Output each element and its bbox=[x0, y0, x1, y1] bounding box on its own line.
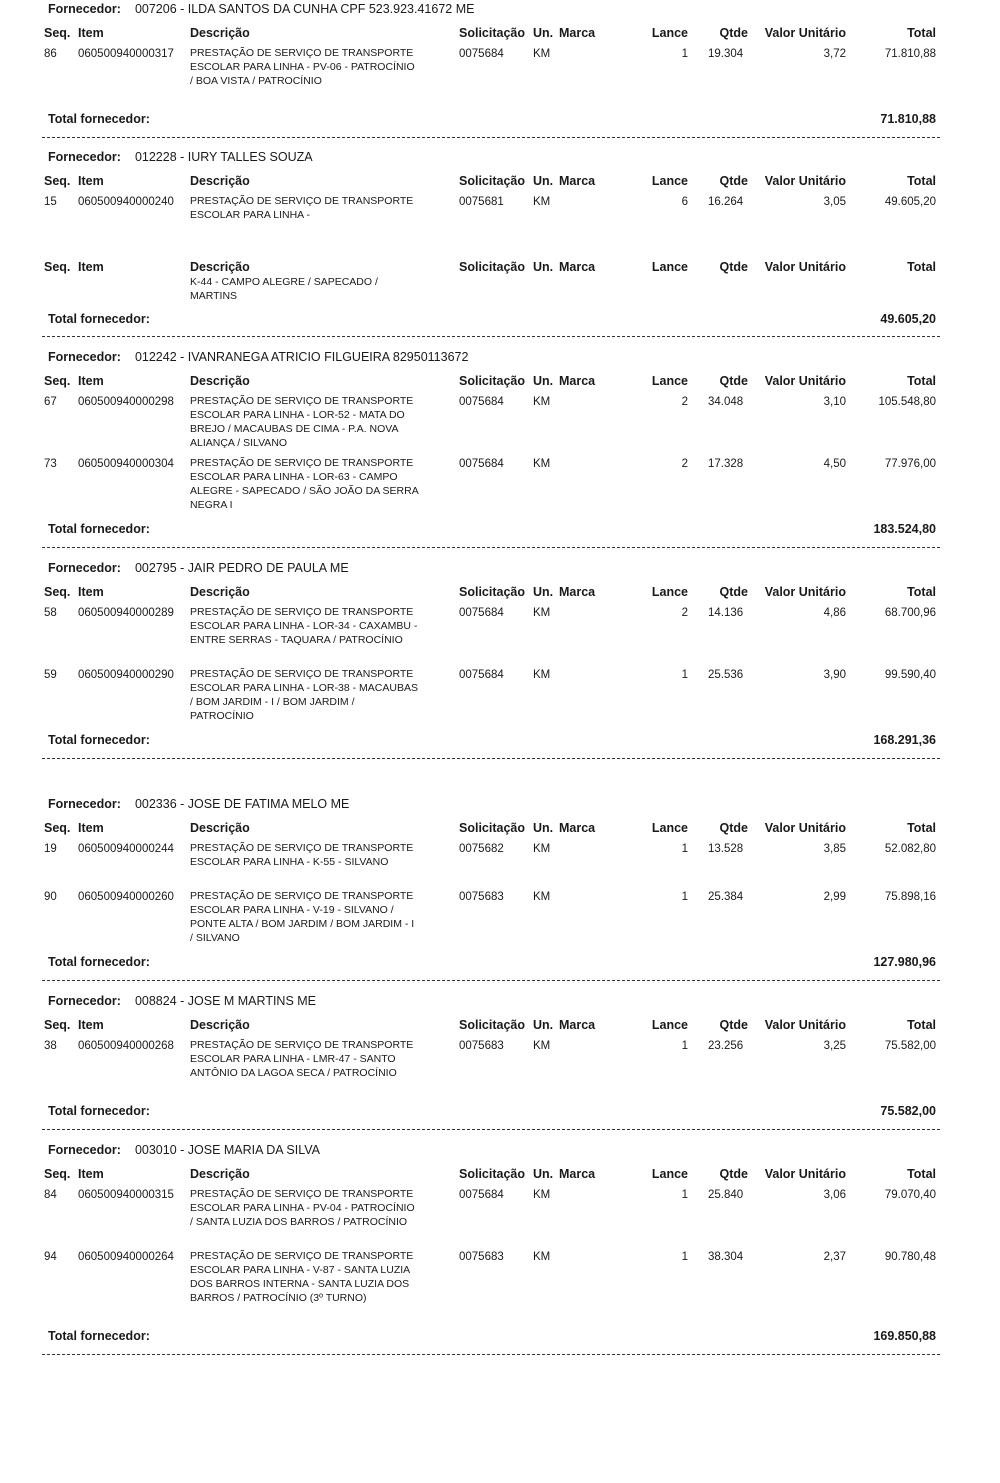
header-un: Un. bbox=[533, 260, 554, 274]
header-lance: Lance bbox=[651, 821, 688, 835]
header-descricao: Descrição bbox=[190, 260, 250, 274]
cell-un: KM bbox=[533, 891, 551, 903]
table-row bbox=[42, 1038, 940, 1100]
supplier-heading bbox=[48, 350, 468, 364]
cell-seq: 59 bbox=[44, 669, 57, 681]
cell-valor-unitario: 2,99 bbox=[823, 891, 846, 903]
header-un: Un. bbox=[533, 821, 554, 835]
cell-item: 060500940000289 bbox=[78, 607, 174, 619]
header-solicitacao: Solicitação bbox=[459, 260, 525, 274]
cell-descricao: PRESTAÇÃO DE SERVIÇO DE TRANSPORTE ESCOLAR PARA LINHA - bbox=[190, 195, 414, 221]
header-seq: Seq. bbox=[44, 821, 71, 835]
header-descricao: Descrição bbox=[190, 821, 250, 835]
column-header-row bbox=[42, 26, 940, 42]
cell-valor-unitario: 4,50 bbox=[823, 458, 846, 470]
cell-qtde: 23.256 bbox=[708, 1040, 744, 1052]
table-row bbox=[42, 605, 940, 667]
cell-descricao: PRESTAÇÃO DE SERVIÇO DE TRANSPORTE ESCOLAR PARA LINHA - K-55 - SILVANO bbox=[190, 842, 414, 868]
cell-solicitacao: 0075683 bbox=[459, 891, 504, 903]
table-row bbox=[42, 394, 940, 456]
cell-total: 90.780,48 bbox=[884, 1251, 936, 1263]
table-row-continuation bbox=[42, 275, 940, 305]
cell-seq: 73 bbox=[44, 458, 57, 470]
cell-un: KM bbox=[533, 396, 551, 408]
header-lance: Lance bbox=[651, 374, 688, 388]
cell-solicitacao: 0075684 bbox=[459, 669, 504, 681]
cell-valor-unitario: 3,06 bbox=[823, 1189, 846, 1201]
cell-item: 060500940000317 bbox=[78, 48, 174, 60]
supplier-label: Fornecedor: bbox=[48, 2, 121, 16]
dashed-separator bbox=[42, 137, 940, 138]
header-marca: Marca bbox=[559, 585, 596, 599]
cell-valor-unitario: 3,10 bbox=[823, 396, 846, 408]
cell-total: 68.700,96 bbox=[884, 607, 936, 619]
table-row bbox=[42, 456, 940, 518]
cell-lance: 1 bbox=[681, 843, 688, 855]
cell-item: 060500940000244 bbox=[78, 843, 174, 855]
supplier-label: Fornecedor: bbox=[48, 994, 121, 1008]
header-total: Total bbox=[907, 374, 936, 388]
header-lance: Lance bbox=[651, 1018, 688, 1032]
header-qtde: Qtde bbox=[719, 174, 748, 188]
header-total: Total bbox=[907, 821, 936, 835]
header-un: Un. bbox=[533, 174, 554, 188]
supplier-label: Fornecedor: bbox=[48, 1143, 121, 1157]
header-descricao: Descrição bbox=[190, 1167, 250, 1181]
cell-total: 77.976,00 bbox=[884, 458, 936, 470]
cell-un: KM bbox=[533, 1189, 551, 1201]
header-lance: Lance bbox=[651, 260, 688, 274]
supplier-name: 002795 - JAIR PEDRO DE PAULA ME bbox=[134, 561, 349, 575]
supplier-total-value: 49.605,20 bbox=[880, 312, 936, 326]
cell-qtde: 25.536 bbox=[708, 669, 744, 681]
cell-un: KM bbox=[533, 843, 551, 855]
header-lance: Lance bbox=[651, 26, 688, 40]
cell-seq: 90 bbox=[44, 891, 57, 903]
cell-seq: 19 bbox=[44, 843, 57, 855]
header-descricao: Descrição bbox=[190, 174, 250, 188]
cell-seq: 15 bbox=[44, 196, 57, 208]
cell-descricao: PRESTAÇÃO DE SERVIÇO DE TRANSPORTE ESCOLAR PARA LINHA - LMR-47 - SANTO ANTÔNIO DA LAGOA SECA / PATROCÍNIO bbox=[190, 1039, 414, 1079]
supplier-label: Fornecedor: bbox=[48, 797, 121, 811]
cell-solicitacao: 0075684 bbox=[459, 1189, 504, 1201]
header-valor-unitario: Valor Unitário bbox=[764, 374, 846, 388]
header-valor-unitario: Valor Unitário bbox=[764, 26, 846, 40]
header-item: Item bbox=[78, 1018, 104, 1032]
cell-item: 060500940000268 bbox=[78, 1040, 174, 1052]
header-item: Item bbox=[78, 260, 104, 274]
cell-item: 060500940000240 bbox=[78, 196, 174, 208]
header-valor-unitario: Valor Unitário bbox=[764, 1167, 846, 1181]
header-item: Item bbox=[78, 821, 104, 835]
header-solicitacao: Solicitação bbox=[459, 174, 525, 188]
cell-lance: 2 bbox=[681, 396, 688, 408]
supplier-total-label: Total fornecedor: bbox=[48, 1104, 150, 1118]
header-qtde: Qtde bbox=[719, 821, 748, 835]
cell-qtde: 13.528 bbox=[708, 843, 744, 855]
supplier-label: Fornecedor: bbox=[48, 150, 121, 164]
cell-lance: 1 bbox=[681, 1251, 688, 1263]
supplier-heading bbox=[48, 150, 313, 164]
supplier-name: 008824 - JOSE M MARTINS ME bbox=[134, 994, 317, 1008]
table-row bbox=[42, 1249, 940, 1325]
cell-valor-unitario: 3,25 bbox=[823, 1040, 846, 1052]
dashed-separator bbox=[42, 336, 940, 337]
cell-item: 060500940000260 bbox=[78, 891, 174, 903]
supplier-name: 012242 - IVANRANEGA ATRICIO FILGUEIRA 82950113672 bbox=[134, 350, 469, 364]
cell-total: 52.082,80 bbox=[884, 843, 936, 855]
cell-total: 79.070,40 bbox=[884, 1189, 936, 1201]
cell-seq: 67 bbox=[44, 396, 57, 408]
dashed-separator bbox=[42, 547, 940, 548]
header-un: Un. bbox=[533, 1167, 554, 1181]
cell-un: KM bbox=[533, 669, 551, 681]
supplier-heading bbox=[48, 561, 349, 575]
header-descricao: Descrição bbox=[190, 26, 250, 40]
column-header-row bbox=[42, 374, 940, 390]
supplier-total-label: Total fornecedor: bbox=[48, 1329, 150, 1343]
header-item: Item bbox=[78, 26, 104, 40]
cell-descricao: K-44 - CAMPO ALEGRE / SAPECADO / MARTINS bbox=[190, 276, 378, 302]
cell-lance: 1 bbox=[681, 669, 688, 681]
cell-solicitacao: 0075681 bbox=[459, 196, 504, 208]
cell-qtde: 19.304 bbox=[708, 48, 744, 60]
header-descricao: Descrição bbox=[190, 374, 250, 388]
header-solicitacao: Solicitação bbox=[459, 26, 525, 40]
header-marca: Marca bbox=[559, 374, 596, 388]
header-valor-unitario: Valor Unitário bbox=[764, 174, 846, 188]
cell-solicitacao: 0075684 bbox=[459, 458, 504, 470]
supplier-label: Fornecedor: bbox=[48, 561, 121, 575]
column-header-row bbox=[42, 1018, 940, 1034]
supplier-total-value: 127.980,96 bbox=[873, 955, 936, 969]
header-seq: Seq. bbox=[44, 26, 71, 40]
supplier-name: 012228 - IURY TALLES SOUZA bbox=[134, 150, 313, 164]
cell-descricao: PRESTAÇÃO DE SERVIÇO DE TRANSPORTE ESCOLAR PARA LINHA - V-19 - SILVANO / PONTE ALTA / BOM JARDIM / BOM JARDIM - I / SILVANO bbox=[190, 890, 415, 944]
header-un: Un. bbox=[533, 374, 554, 388]
dashed-separator bbox=[42, 1354, 940, 1355]
header-solicitacao: Solicitação bbox=[459, 374, 525, 388]
supplier-total-label: Total fornecedor: bbox=[48, 955, 150, 969]
cell-valor-unitario: 3,90 bbox=[823, 669, 846, 681]
cell-solicitacao: 0075684 bbox=[459, 48, 504, 60]
cell-solicitacao: 0075682 bbox=[459, 843, 504, 855]
cell-item: 060500940000304 bbox=[78, 458, 174, 470]
cell-descricao: PRESTAÇÃO DE SERVIÇO DE TRANSPORTE ESCOLAR PARA LINHA - V-87 - SANTA LUZIA DOS BARROS INTERNA - SANTA LUZIA DOS BARROS / PATROCÍNIO (3º TURNO) bbox=[190, 1250, 414, 1304]
supplier-total-label: Total fornecedor: bbox=[48, 312, 150, 326]
header-marca: Marca bbox=[559, 1167, 596, 1181]
cell-seq: 84 bbox=[44, 1189, 57, 1201]
header-item: Item bbox=[78, 1167, 104, 1181]
column-header-row bbox=[42, 260, 940, 276]
dashed-separator bbox=[42, 758, 940, 759]
header-total: Total bbox=[907, 585, 936, 599]
cell-qtde: 25.840 bbox=[708, 1189, 744, 1201]
cell-un: KM bbox=[533, 1040, 551, 1052]
cell-qtde: 38.304 bbox=[708, 1251, 744, 1263]
header-total: Total bbox=[907, 1167, 936, 1181]
cell-descricao: PRESTAÇÃO DE SERVIÇO DE TRANSPORTE ESCOLAR PARA LINHA - LOR-38 - MACAUBAS / BOM JARDIM - I / BOM JARDIM / PATROCÍNIO bbox=[190, 668, 418, 722]
header-seq: Seq. bbox=[44, 585, 71, 599]
dashed-separator bbox=[42, 1129, 940, 1130]
cell-total: 49.605,20 bbox=[884, 196, 936, 208]
cell-valor-unitario: 3,85 bbox=[823, 843, 846, 855]
cell-descricao: PRESTAÇÃO DE SERVIÇO DE TRANSPORTE ESCOLAR PARA LINHA - LOR-34 - CAXAMBU - ENTRE SERRAS - TAQUARA / PATROCÍNIO bbox=[190, 606, 418, 646]
header-qtde: Qtde bbox=[719, 1018, 748, 1032]
header-marca: Marca bbox=[559, 260, 596, 274]
table-row bbox=[42, 194, 940, 228]
cell-un: KM bbox=[533, 196, 551, 208]
header-qtde: Qtde bbox=[719, 26, 748, 40]
supplier-name: 003010 - JOSE MARIA DA SILVA bbox=[134, 1143, 320, 1157]
supplier-heading bbox=[48, 797, 349, 811]
cell-solicitacao: 0075683 bbox=[459, 1040, 504, 1052]
supplier-name: 002336 - JOSE DE FATIMA MELO ME bbox=[134, 797, 350, 811]
cell-seq: 38 bbox=[44, 1040, 57, 1052]
table-row bbox=[42, 841, 940, 889]
column-header-row bbox=[42, 174, 940, 190]
header-total: Total bbox=[907, 174, 936, 188]
supplier-total-value: 169.850,88 bbox=[873, 1329, 936, 1343]
cell-qtde: 14.136 bbox=[708, 607, 744, 619]
supplier-total-label: Total fornecedor: bbox=[48, 733, 150, 747]
cell-un: KM bbox=[533, 48, 551, 60]
cell-valor-unitario: 3,05 bbox=[823, 196, 846, 208]
cell-seq: 86 bbox=[44, 48, 57, 60]
cell-total: 71.810,88 bbox=[884, 48, 936, 60]
cell-lance: 2 bbox=[681, 607, 688, 619]
header-item: Item bbox=[78, 585, 104, 599]
header-valor-unitario: Valor Unitário bbox=[764, 1018, 846, 1032]
cell-total: 75.582,00 bbox=[884, 1040, 936, 1052]
header-valor-unitario: Valor Unitário bbox=[764, 821, 846, 835]
cell-lance: 1 bbox=[681, 1189, 688, 1201]
table-row bbox=[42, 1187, 940, 1249]
table-row bbox=[42, 46, 940, 108]
header-descricao: Descrição bbox=[190, 1018, 250, 1032]
header-solicitacao: Solicitação bbox=[459, 821, 525, 835]
supplier-total-value: 183.524,80 bbox=[873, 522, 936, 536]
header-item: Item bbox=[78, 174, 104, 188]
cell-solicitacao: 0075684 bbox=[459, 396, 504, 408]
table-row bbox=[42, 667, 940, 729]
cell-lance: 1 bbox=[681, 48, 688, 60]
header-seq: Seq. bbox=[44, 174, 71, 188]
header-lance: Lance bbox=[651, 174, 688, 188]
supplier-heading bbox=[48, 2, 474, 16]
header-un: Un. bbox=[533, 1018, 554, 1032]
cell-qtde: 25.384 bbox=[708, 891, 744, 903]
cell-solicitacao: 0075683 bbox=[459, 1251, 504, 1263]
header-item: Item bbox=[78, 374, 104, 388]
cell-descricao: PRESTAÇÃO DE SERVIÇO DE TRANSPORTE ESCOLAR PARA LINHA - PV-04 - PATROCÍNIO / SANTA LUZIA DOS BARROS / PATROCÍNIO bbox=[190, 1188, 415, 1228]
cell-total: 75.898,16 bbox=[884, 891, 936, 903]
header-total: Total bbox=[907, 26, 936, 40]
cell-descricao: PRESTAÇÃO DE SERVIÇO DE TRANSPORTE ESCOLAR PARA LINHA - PV-06 - PATROCÍNIO / BOA VISTA / PATROCÍNIO bbox=[190, 47, 415, 87]
cell-item: 060500940000290 bbox=[78, 669, 174, 681]
cell-item: 060500940000264 bbox=[78, 1251, 174, 1263]
cell-seq: 94 bbox=[44, 1251, 57, 1263]
header-valor-unitario: Valor Unitário bbox=[764, 585, 846, 599]
cell-lance: 2 bbox=[681, 458, 688, 470]
cell-solicitacao: 0075684 bbox=[459, 607, 504, 619]
header-descricao: Descrição bbox=[190, 585, 250, 599]
cell-qtde: 16.264 bbox=[708, 196, 744, 208]
header-solicitacao: Solicitação bbox=[459, 1167, 525, 1181]
supplier-total-value: 168.291,36 bbox=[873, 733, 936, 747]
cell-total: 99.590,40 bbox=[884, 669, 936, 681]
cell-valor-unitario: 3,72 bbox=[823, 48, 846, 60]
cell-un: KM bbox=[533, 458, 551, 470]
header-seq: Seq. bbox=[44, 374, 71, 388]
supplier-total-label: Total fornecedor: bbox=[48, 522, 150, 536]
header-marca: Marca bbox=[559, 26, 596, 40]
column-header-row bbox=[42, 1167, 940, 1183]
header-qtde: Qtde bbox=[719, 1167, 748, 1181]
cell-item: 060500940000315 bbox=[78, 1189, 174, 1201]
supplier-label: Fornecedor: bbox=[48, 350, 121, 364]
header-seq: Seq. bbox=[44, 260, 71, 274]
cell-valor-unitario: 2,37 bbox=[823, 1251, 846, 1263]
cell-lance: 1 bbox=[681, 1040, 688, 1052]
header-marca: Marca bbox=[559, 821, 596, 835]
header-solicitacao: Solicitação bbox=[459, 1018, 525, 1032]
header-total: Total bbox=[907, 260, 936, 274]
header-marca: Marca bbox=[559, 174, 596, 188]
dashed-separator bbox=[42, 980, 940, 981]
header-marca: Marca bbox=[559, 1018, 596, 1032]
cell-lance: 1 bbox=[681, 891, 688, 903]
supplier-heading bbox=[48, 1143, 320, 1157]
supplier-heading bbox=[48, 994, 316, 1008]
supplier-total-label: Total fornecedor: bbox=[48, 112, 150, 126]
cell-un: KM bbox=[533, 1251, 551, 1263]
cell-item: 060500940000298 bbox=[78, 396, 174, 408]
cell-un: KM bbox=[533, 607, 551, 619]
cell-total: 105.548,80 bbox=[878, 396, 936, 408]
header-qtde: Qtde bbox=[719, 260, 748, 274]
cell-valor-unitario: 4,86 bbox=[823, 607, 846, 619]
header-lance: Lance bbox=[651, 1167, 688, 1181]
table-row bbox=[42, 889, 940, 951]
header-un: Un. bbox=[533, 26, 554, 40]
header-qtde: Qtde bbox=[719, 374, 748, 388]
cell-descricao: PRESTAÇÃO DE SERVIÇO DE TRANSPORTE ESCOLAR PARA LINHA - LOR-63 - CAMPO ALEGRE - SAPECADO / SÃO JOÃO DA SERRA NEGRA I bbox=[190, 457, 419, 511]
header-seq: Seq. bbox=[44, 1167, 71, 1181]
cell-qtde: 34.048 bbox=[708, 396, 744, 408]
header-lance: Lance bbox=[651, 585, 688, 599]
header-solicitacao: Solicitação bbox=[459, 585, 525, 599]
supplier-name: 007206 - ILDA SANTOS DA CUNHA CPF 523.923.41672 ME bbox=[134, 2, 475, 16]
supplier-total-value: 75.582,00 bbox=[880, 1104, 936, 1118]
header-valor-unitario: Valor Unitário bbox=[764, 260, 846, 274]
header-seq: Seq. bbox=[44, 1018, 71, 1032]
cell-seq: 58 bbox=[44, 607, 57, 619]
header-un: Un. bbox=[533, 585, 554, 599]
column-header-row bbox=[42, 585, 940, 601]
header-total: Total bbox=[907, 1018, 936, 1032]
cell-lance: 6 bbox=[681, 196, 688, 208]
supplier-total-value: 71.810,88 bbox=[880, 112, 936, 126]
cell-qtde: 17.328 bbox=[708, 458, 744, 470]
column-header-row bbox=[42, 821, 940, 837]
cell-descricao: PRESTAÇÃO DE SERVIÇO DE TRANSPORTE ESCOLAR PARA LINHA - LOR-52 - MATA DO BREJO / MACAUBAS DE CIMA - P.A. NOVA ALIANÇA / SILVANO bbox=[190, 395, 414, 449]
header-qtde: Qtde bbox=[719, 585, 748, 599]
